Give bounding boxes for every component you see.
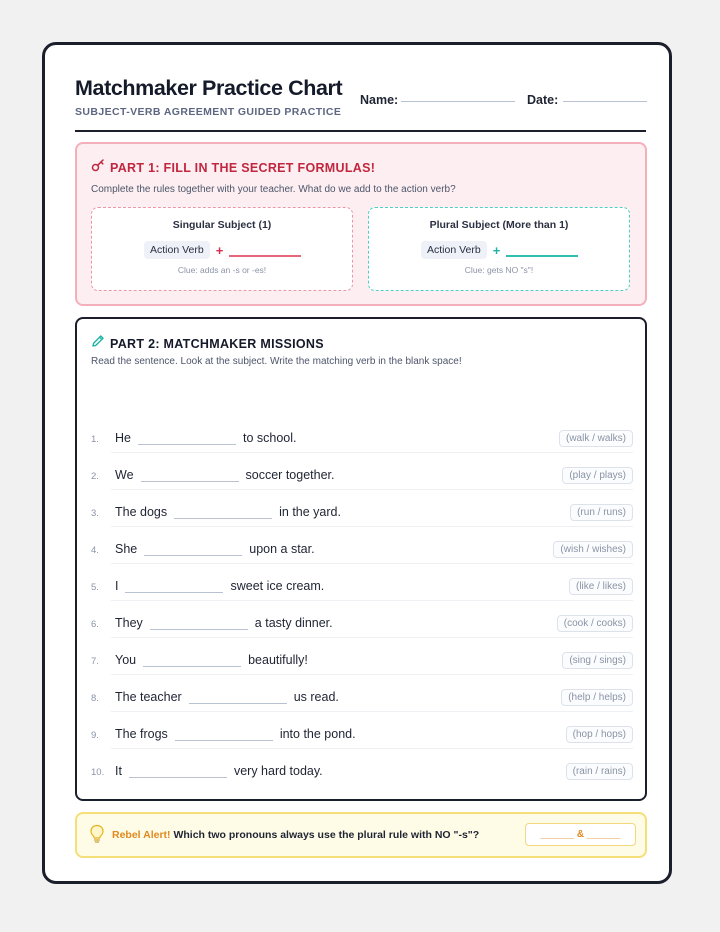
part2-heading [91, 334, 324, 353]
sentence-subject: It [115, 764, 122, 778]
sentence-rest: soccer together. [245, 468, 335, 482]
sentence-subject: He [115, 431, 131, 445]
alert-tag: Rebel Alert! [112, 829, 171, 841]
exercise-sentence [115, 505, 341, 519]
part2-section [75, 317, 647, 801]
part1-instructions: Complete the rules together with your teacher. What do we add to the action verb? [91, 184, 456, 195]
action-verb-pill: Action Verb [421, 241, 487, 259]
row-divider [111, 563, 633, 564]
sentence-subject: The teacher [115, 690, 182, 704]
exercise-sentence [115, 727, 356, 741]
pencil-icon [91, 334, 105, 353]
singular-formula-card [91, 207, 353, 291]
row-divider [111, 600, 633, 601]
exercise-sentence [115, 653, 308, 667]
exercise-row [91, 538, 633, 564]
singular-clue: Clue: adds an -s or -es! [177, 265, 267, 275]
exercise-sentence [115, 690, 339, 704]
singular-formula-row [144, 241, 301, 259]
answer-blank[interactable] [141, 468, 239, 482]
row-divider [111, 452, 633, 453]
plural-formula-blank[interactable] [506, 243, 578, 257]
plural-formula-card [368, 207, 630, 291]
sentence-subject: You [115, 653, 137, 667]
item-number: 3. [91, 508, 99, 519]
exercise-row [91, 649, 633, 675]
sentence-subject: I [115, 579, 119, 593]
sentence-rest: sweet ice cream. [230, 579, 325, 593]
item-number: 6. [91, 619, 99, 630]
verb-choices: (help / helps) [561, 689, 633, 706]
answer-blank[interactable] [125, 579, 223, 593]
verb-choices: (run / runs) [570, 504, 633, 521]
answer-blank[interactable] [174, 505, 272, 519]
row-divider [111, 748, 633, 749]
date-field[interactable] [563, 101, 647, 102]
verb-choices: (play / plays) [562, 467, 633, 484]
sentence-rest: us read. [293, 690, 339, 704]
lightbulb-icon [89, 824, 105, 849]
plural-formula-row [421, 241, 578, 259]
exercise-sentence [115, 579, 324, 593]
singular-formula-blank[interactable] [229, 243, 301, 257]
item-number: 4. [91, 545, 99, 556]
exercise-sentence [115, 468, 334, 482]
part1-heading [91, 158, 375, 177]
exercise-row [91, 686, 633, 712]
plural-formula-title: Plural Subject (More than 1) [429, 219, 569, 231]
item-number: 7. [91, 656, 99, 667]
page-title: Matchmaker Practice Chart [75, 76, 343, 100]
part2-heading-text: PART 2: MATCHMAKER MISSIONS [110, 336, 324, 351]
sentence-subject: The dogs [115, 505, 168, 519]
header-divider [75, 130, 646, 132]
answer-blank[interactable] [150, 616, 248, 630]
item-number: 8. [91, 693, 99, 704]
exercise-sentence [115, 764, 323, 778]
exercise-sentence [115, 431, 297, 445]
item-number: 10. [91, 767, 105, 778]
alert-question: Which two pronouns always use the plural rule with NO "-s"? [173, 829, 480, 841]
exercise-row [91, 575, 633, 601]
row-divider [111, 674, 633, 675]
sentence-subject: She [115, 542, 138, 556]
rebel-alert-box [75, 812, 647, 858]
verb-choices: (wish / wishes) [553, 541, 633, 558]
answer-blank[interactable] [138, 431, 236, 445]
exercise-row [91, 723, 633, 749]
exercise-row [91, 612, 633, 638]
part1-section [75, 142, 647, 306]
part2-instructions: Read the sentence. Look at the subject. Write the matching verb in the blank space! [91, 356, 462, 367]
item-number: 5. [91, 582, 99, 593]
date-label: Date: [527, 93, 559, 107]
exercise-row [91, 501, 633, 527]
action-verb-pill: Action Verb [144, 241, 210, 259]
page-subtitle: SUBJECT-VERB AGREEMENT GUIDED PRACTICE [75, 106, 342, 118]
sentence-rest: very hard today. [233, 764, 323, 778]
plus-sign: + [492, 242, 501, 258]
part1-heading-text: PART 1: FILL IN THE SECRET FORMULAS! [110, 160, 376, 175]
row-divider [111, 489, 633, 490]
plus-sign: + [215, 242, 224, 258]
sentence-rest: in the yard. [279, 505, 341, 519]
answer-blank[interactable] [175, 727, 273, 741]
singular-formula-title: Singular Subject (1) [172, 219, 272, 231]
exercise-sentence [115, 542, 315, 556]
sentence-rest: into the pond. [279, 727, 356, 741]
sentence-rest: a tasty dinner. [254, 616, 333, 630]
verb-choices: (sing / sings) [562, 652, 633, 669]
sentence-rest: beautifully! [248, 653, 308, 667]
row-divider [111, 637, 633, 638]
exercise-row [91, 464, 633, 490]
alert-text [112, 829, 479, 841]
answer-blank[interactable] [144, 542, 242, 556]
row-divider [111, 526, 633, 527]
item-number: 1. [91, 434, 99, 445]
exercise-row [91, 760, 633, 786]
verb-choices: (cook / cooks) [557, 615, 633, 632]
sentence-subject: They [115, 616, 143, 630]
verb-choices: (walk / walks) [559, 430, 633, 447]
item-number: 2. [91, 471, 99, 482]
key-icon [91, 158, 105, 177]
verb-choices: (hop / hops) [566, 726, 633, 743]
verb-choices: (like / likes) [569, 578, 633, 595]
sentence-rest: upon a star. [249, 542, 315, 556]
exercise-sentence [115, 616, 333, 630]
verb-choices: (rain / rains) [566, 763, 633, 780]
worksheet [42, 42, 672, 884]
answer-blank[interactable] [143, 653, 241, 667]
exercise-row [91, 427, 633, 453]
sentence-rest: to school. [242, 431, 297, 445]
answer-blank[interactable] [129, 764, 227, 778]
sentence-subject: The frogs [115, 727, 168, 741]
plural-clue: Clue: gets NO "s"! [464, 265, 534, 275]
item-number: 9. [91, 730, 99, 741]
name-field[interactable] [401, 101, 515, 102]
answer-blank[interactable] [189, 690, 287, 704]
row-divider [111, 711, 633, 712]
pronoun-answer-field[interactable]: ______ & ______ [525, 823, 636, 846]
name-label: Name: [360, 93, 399, 107]
sentence-subject: We [115, 468, 134, 482]
